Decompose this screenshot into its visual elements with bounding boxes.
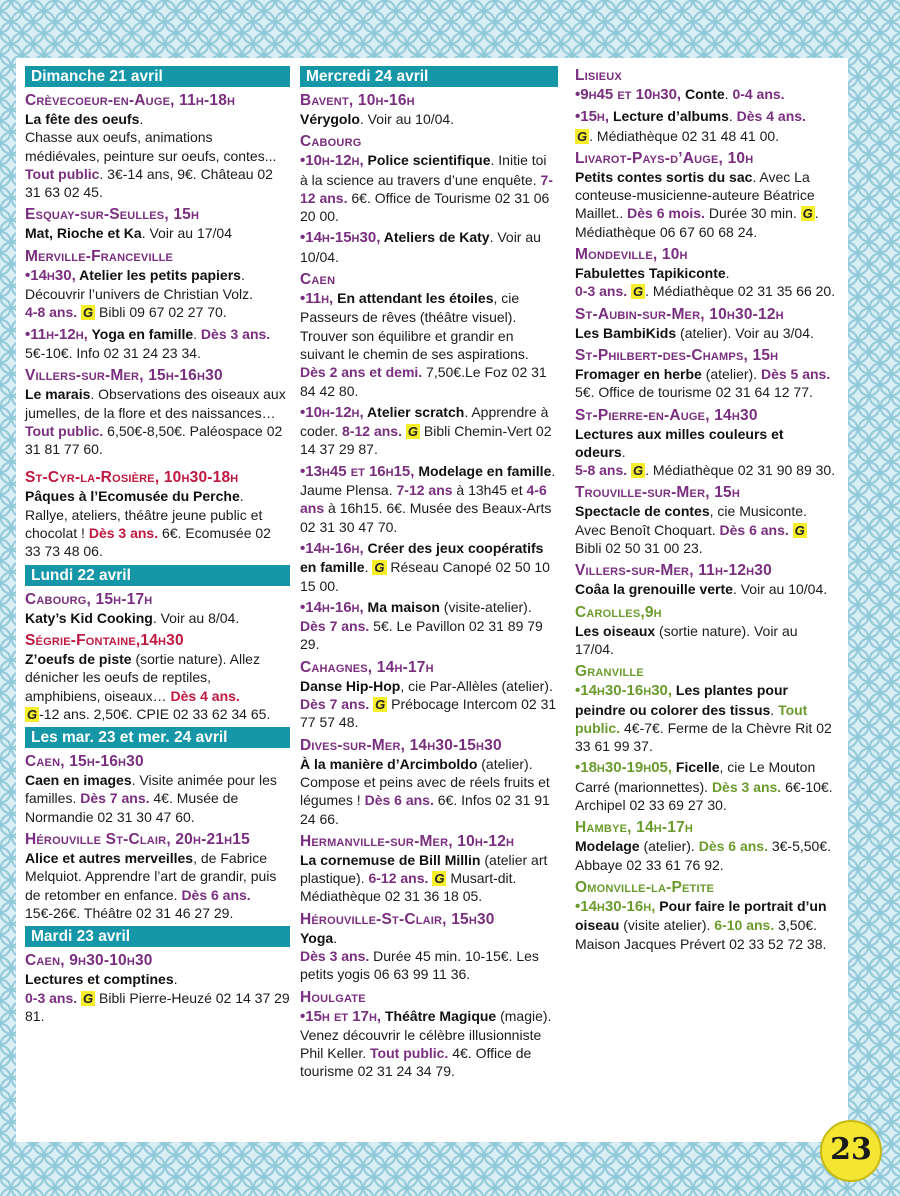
event-location: Granville xyxy=(575,663,644,681)
event-entry: Caen, 9h30-10h30 Lectures et comptines. 0-3 ans. G Bibli Pierre-Heuzé 02 14 37 29 81. xyxy=(25,952,290,1024)
event-age: Tout public. xyxy=(25,422,104,439)
event-info: 4€. Musée de Normandie 02 31 30 47 60. xyxy=(25,790,239,825)
event-title: Fromager en herbe xyxy=(575,365,702,382)
event-title: Yoga xyxy=(300,929,334,946)
event-description: , cie Musiconte. Avec Benoît Choquart. xyxy=(575,503,807,538)
event-description: . Rallye, ateliers, théâtre jeune public et chocolat ! xyxy=(25,488,263,542)
event-title: Mat, Rioche et Ka xyxy=(25,225,142,242)
event-info: 7,50€.Le Foz 02 31 84 42 80. xyxy=(300,364,547,399)
event-entry: Granville •14h30-16h30, Les plantes pour peindre ou colorer des tissus. Tout public. 4€-7€. Ferme de la Chèvre Rit 02 33 61 99 37. •18h30-19h05, Ficelle, cie Le Mouton Carré (marionnettes). Dès 3 ans. 6€-10€. Archipel 02 33 69 27 30. xyxy=(575,662,837,814)
event-age: Tout public xyxy=(25,165,100,182)
event-info: . Voir au 10/04. xyxy=(300,229,541,265)
event-entry xyxy=(300,736,558,828)
event-age: 6-12 ans. xyxy=(368,870,429,887)
event-location: Omonville-la-Petite xyxy=(575,878,715,896)
event-title: Alice et autres merveilles xyxy=(25,850,194,867)
event-entry xyxy=(575,561,837,598)
event-title: Modelage en famille xyxy=(414,462,552,479)
event-title: Vérygolo xyxy=(300,111,360,127)
event-description: . Avec La conteuse-musicienne-auteure Béatrice Maillet.. xyxy=(575,168,815,222)
event-title: Ficelle xyxy=(672,759,720,776)
event-age: 0-4 ans. xyxy=(732,86,785,102)
event-location: Ségrie-Fontaine,14h30 xyxy=(25,631,184,649)
event-description: (visite atelier). xyxy=(619,917,715,934)
event-title: Les BambiKids xyxy=(575,324,677,341)
gratuit-icon: G xyxy=(83,990,94,1006)
event-info: Bibli 02 50 31 00 23. xyxy=(575,540,703,557)
event-title: Les oiseaux xyxy=(575,622,656,639)
event-entry: Caen •11h, En attendant les étoiles, cie Passeurs de rêves (théâtre visuel). Trouver son équilibre et grandir en suivant le chemin de ses aspirations. Dès 2 ans et demi. 7,50€.Le Foz 02 31 84 42 80. •10h-12h, Atelier scratch. Apprendre à coder. 8-12 ans. G Bibli Chemin-Vert 02 14 37 29 87. •13h45 et 16h15, Modelage en famille. Jaume Plensa. 7-12 ans à 13h45 et 4-6 ans à 16h15. 6€. Musée des Beaux-Arts 02 31 30 47 70. •14h-16h, Créer des jeux coopératifs en famille. G Réseau Canopé 02 50 10 15 00. •14h-16h, Ma maison (visite-atelier). Dès 7 ans. 5€. Le Pavillon 02 31 89 79 29. xyxy=(300,270,558,654)
event-title: Atelier scratch xyxy=(363,403,465,420)
event-info: 5€. Office de tourisme 02 31 64 12 77. xyxy=(575,384,813,401)
event-description: Chasse aux oeufs, animations médiévales, peinture sur oeufs, contes... xyxy=(25,129,277,164)
event-time: •9h45 et 10h30, xyxy=(575,86,682,103)
event-info: . Voir au 8/04. xyxy=(152,609,240,626)
event-title: Police scientifique xyxy=(363,152,491,169)
event-info: Prébocage Intercom 02 31 77 57 48. xyxy=(300,696,557,731)
event-time: •10h-12h, xyxy=(300,152,364,170)
gratuit-icon: G xyxy=(633,284,644,300)
event-location: Livarot-Pays-d’Auge, 10h xyxy=(575,149,754,167)
event-age: Dès 7 ans. xyxy=(300,618,370,635)
gratuit-icon: G xyxy=(83,305,94,321)
event-age: Dès 7 ans. xyxy=(300,696,370,713)
event-info: . Médiathèque 02 31 90 89 30. xyxy=(645,462,836,479)
event-description: (atelier). xyxy=(701,365,761,382)
event-description: (atelier). xyxy=(639,838,699,855)
event-time: •14h30, xyxy=(25,266,76,284)
event-title: Fabulettes Tapikiconte xyxy=(575,265,726,282)
gratuit-icon: G xyxy=(794,522,805,538)
event-info: (atelier). Voir au 3/04. xyxy=(676,324,814,341)
event-age: Dès 5 ans. xyxy=(760,365,831,382)
event-entry: St-Pierre-en-Auge, 14h30 Lectures aux milles couleurs et odeurs. 5-8 ans. G . Médiathèque 02 31 90 89 30. xyxy=(575,406,836,479)
event-info: 6€. Office de Tourisme 02 31 06 20 00. xyxy=(300,189,550,225)
event-title: Ateliers de Katy xyxy=(380,229,490,246)
event-time: •14h30-16h30, xyxy=(575,682,673,700)
event-title: La fête des oeufs xyxy=(25,111,140,127)
event-time: •10h-12h, xyxy=(300,403,364,421)
event-title: Z’oeufs de piste xyxy=(25,650,132,667)
event-age: Tout public. xyxy=(575,701,808,736)
event-entry xyxy=(575,483,837,557)
event-age: 7-12 ans xyxy=(396,482,453,499)
event-location: Merville-Franceville xyxy=(25,247,174,265)
event-location: Dives-sur-Mer, 14h30-15h30 xyxy=(300,736,502,754)
event-location: Hambye, 14h-17h xyxy=(575,819,694,837)
event-entry xyxy=(300,988,558,1081)
event-info: Durée 30 min. xyxy=(704,205,801,222)
day-header: Mercredi 24 avril xyxy=(300,66,558,87)
event-title: Lecture d’albums xyxy=(609,108,729,125)
event-info: 4€-7€. Ferme de la Chèvre Rit 02 33 61 99 37. xyxy=(575,719,832,755)
event-title: Katy’s Kid Cooking xyxy=(25,609,153,626)
event-entry xyxy=(300,91,558,128)
event-description: , cie Par-Allèles (atelier). xyxy=(400,677,553,694)
event-time: •15h, xyxy=(575,108,610,126)
event-entry xyxy=(575,878,837,953)
event-age: Dès 4 ans. xyxy=(736,108,806,125)
event-info: 15€-26€. Théâtre 02 31 46 27 29. xyxy=(25,904,234,921)
gratuit-icon: G xyxy=(375,697,386,713)
event-age: 8-12 ans. xyxy=(342,423,402,440)
event-time: •11h-12h, xyxy=(25,325,88,343)
event-info: 6€-10€. Archipel 02 33 69 27 30. xyxy=(575,778,833,814)
event-title: Spectacle de contes xyxy=(575,503,710,520)
event-title: Lectures et comptines xyxy=(25,971,174,988)
event-entry: Crèvecoeur-en-Auge, 11h-18h La fête des oeufs. Chasse aux oeufs, animations médiévales, peinture sur oeufs, contes... Tout public. 3€-14 ans, 9€. Château 02 31 63 02 45. xyxy=(25,91,290,201)
event-location: Carolles,9h xyxy=(575,603,662,621)
event-location: Cahagnes, 14h-17h xyxy=(300,658,434,676)
event-age: Dès 7 ans. xyxy=(80,790,150,807)
event-info: 3,50€. Maison Jacques Prévert 02 33 52 72 38. xyxy=(575,917,827,952)
event-info: (sortie nature). Voir au 17/04. xyxy=(575,622,798,657)
event-entry xyxy=(25,590,290,627)
gratuit-icon: G xyxy=(27,706,38,722)
event-location: Crèvecoeur-en-Auge, 11h-18h xyxy=(25,92,236,109)
event-location: Villers-sur-Mer, 15h-16h30 xyxy=(25,367,223,385)
event-age: Dès 2 ans et demi. xyxy=(300,364,423,381)
event-age: Dès 6 ans. xyxy=(719,521,789,538)
event-title: Théâtre Magique xyxy=(381,1007,497,1024)
event-title: Danse Hip-Hop xyxy=(300,677,401,694)
event-age: 0-3 ans. xyxy=(25,989,78,1006)
event-title: Yoga en famille xyxy=(87,325,194,342)
event-location: Esquay-sur-Seulles, 15h xyxy=(25,206,200,224)
event-info: Réseau Canopé 02 50 10 15 00. xyxy=(300,559,550,594)
event-time: •15h et 17h, xyxy=(300,1007,382,1025)
event-location: St-Aubin-sur-Mer, 10h30-12h xyxy=(575,305,784,323)
event-info: 6,50€-8,50€. Paléospace 02 31 81 77 60. xyxy=(25,422,283,458)
event-age: Dès 3 ans. xyxy=(88,525,159,542)
event-title: Petits contes sortis du sac xyxy=(575,168,753,185)
event-location: Lisieux xyxy=(575,67,622,84)
event-info: . Médiathèque 02 31 48 41 00. xyxy=(589,127,780,144)
event-location: Houlgate xyxy=(300,988,366,1006)
gratuit-icon: G xyxy=(633,463,644,479)
event-entry xyxy=(575,346,837,402)
event-info: . Médiathèque 02 31 35 66 20. xyxy=(645,283,836,300)
event-entry xyxy=(25,631,290,723)
event-title: Atelier les petits papiers xyxy=(75,266,241,283)
event-description: (atelier art plastique). xyxy=(300,851,548,887)
event-location: Cabourg, 15h-17h xyxy=(25,590,153,608)
event-info: 6€. Infos 02 31 91 24 66. xyxy=(300,792,550,827)
event-age: 6-10 ans. xyxy=(714,917,775,934)
day-header: Les mar. 23 et mer. 24 avril xyxy=(25,727,290,748)
event-entry xyxy=(575,305,837,342)
event-location: Hérouville St-Clair, 20h-21h15 xyxy=(25,831,250,849)
event-title: Modelage xyxy=(575,838,640,855)
event-age: Dès 6 ans. xyxy=(698,838,768,855)
event-title: Caen en images xyxy=(25,772,132,789)
event-age: 4-8 ans. xyxy=(25,304,78,321)
event-age: Dès 3 ans. xyxy=(711,778,782,795)
event-description: . Visite animée pour les familles. xyxy=(25,772,277,807)
event-title: Pour faire le portrait d’un oiseau xyxy=(575,897,827,934)
event-info: Bibli Chemin-Vert 02 14 37 29 87. xyxy=(300,423,552,458)
event-time: •14h-15h30, xyxy=(300,229,381,247)
event-entry xyxy=(25,366,290,458)
event-age: 5-8 ans. xyxy=(575,462,628,479)
event-title: Coâa la grenouille verte xyxy=(575,581,733,598)
event-entry: Mondeville, 10h Fabulettes Tapikiconte. 0-3 ans. G . Médiathèque 02 31 35 66 20. xyxy=(575,246,836,300)
event-age: 4-6 ans xyxy=(300,482,547,517)
event-title: Le marais xyxy=(25,386,91,403)
gratuit-icon: G xyxy=(374,560,385,576)
event-location: St-Philbert-des-Champs, 15h xyxy=(575,346,779,364)
event-info: 5€-10€. Info 02 31 24 23 34. xyxy=(25,344,201,361)
event-entry xyxy=(300,658,558,732)
event-title: À la manière d’Arcimboldo xyxy=(300,755,478,772)
event-description: . Observations des oiseaux aux jumelles, de la flore et des naissances… xyxy=(25,386,286,421)
event-description: (magie). Venez découvrir le célèbre illusionniste Phil Keller. xyxy=(300,1007,552,1062)
event-location: Bavent, 10h-16h xyxy=(300,92,415,109)
event-location: Villers-sur-Mer, 11h-12h30 xyxy=(575,562,772,580)
event-age: Dès 6 ans. xyxy=(364,792,434,809)
event-entry xyxy=(300,832,558,906)
event-title: Lectures aux milles couleurs et odeurs xyxy=(575,425,784,460)
column-3 xyxy=(575,66,837,957)
event-time: •11h, xyxy=(300,290,334,308)
gratuit-icon: G xyxy=(577,128,588,144)
event-time: •18h30-19h05, xyxy=(575,759,673,777)
gratuit-icon: G xyxy=(434,871,445,887)
event-info: Bibli Pierre-Heuzé 02 14 37 29 81. xyxy=(25,989,290,1024)
event-info: 5€. Le Pavillon 02 31 89 79 29. xyxy=(300,618,543,653)
event-info: Musart-dit. Médiathèque 02 31 36 18 05. xyxy=(300,870,517,905)
event-location: St-Pierre-en-Auge, 14h30 xyxy=(575,406,758,424)
event-time: •13h45 et 16h15, xyxy=(300,462,415,480)
event-entry xyxy=(25,752,290,826)
agenda-page xyxy=(16,58,848,1142)
event-time: •14h30-16h, xyxy=(575,897,656,915)
event-entry: Livarot-Pays-d’Auge, 10h Petits contes sortis du sac. Avec La conteuse-musicienne-auteure Béatrice Maillet.. Dès 6 mois. Durée 30 min. G . Médiathèque 06 67 60 68 24. xyxy=(575,149,837,241)
event-description: (atelier). Compose et peins avec de réels fruits et légumes ! xyxy=(300,755,550,809)
column-1 xyxy=(25,66,290,1029)
event-entry xyxy=(25,830,290,922)
event-info: Durée 45 min. 10-15€. Les petits yogis 06 63 99 11 36. xyxy=(300,947,539,983)
event-age: Dès 3 ans. xyxy=(300,947,370,964)
event-age: Dès 6 ans. xyxy=(181,886,251,903)
event-entry xyxy=(25,205,290,242)
event-info: . Voir au 17/04 xyxy=(141,225,232,242)
event-entry: Merville-Franceville •14h30, Atelier les petits papiers. Découvrir l’univers de Christian Volz. 4-8 ans. G Bibli 09 67 02 27 70. •11h-12h, Yoga en famille. Dès 3 ans. 5€-10€. Info 02 31 24 23 34. xyxy=(25,247,290,362)
event-info: Bibli 09 67 02 27 70. xyxy=(95,304,227,321)
event-entry xyxy=(575,603,837,659)
event-age: 0-3 ans. xyxy=(575,283,628,300)
event-entry: Cabourg •10h-12h, Police scientifique. Initie toi à la science au travers d’une enquête. 7-12 ans. 6€. Office de Tourisme 02 31 06 20 00. •14h-15h30, Ateliers de Katy. Voir au 10/04. xyxy=(300,132,558,266)
event-info: -12 ans. 2,50€. CPIE 02 33 62 34 65. xyxy=(39,705,271,722)
event-title: En attendant les étoiles xyxy=(333,290,494,307)
event-location: Trouville-sur-Mer, 15h xyxy=(575,484,741,502)
event-location: Mondeville, 10h xyxy=(575,246,688,264)
event-title: La cornemuse de Bill Millin xyxy=(300,851,481,868)
day-header: Dimanche 21 avril xyxy=(25,66,290,87)
event-info: . Voir au 10/04. xyxy=(732,581,828,598)
event-time: •14h-16h, xyxy=(300,539,364,557)
event-title: Conte xyxy=(681,86,725,102)
page-number: 23 xyxy=(820,1120,882,1182)
column-2 xyxy=(300,66,558,1085)
event-info: 4€. Office de tourisme 02 31 24 34 79. xyxy=(300,1045,532,1080)
event-info: 3€-5,50€. Abbaye 02 33 61 76 92. xyxy=(575,838,832,873)
event-age: Dès 4 ans. xyxy=(170,687,240,704)
event-location: Hérouville-St-Clair, 15h30 xyxy=(300,910,495,928)
day-header: Mardi 23 avril xyxy=(25,926,290,947)
event-location: Cabourg xyxy=(300,133,362,151)
event-age: Dès 6 mois. xyxy=(627,205,705,222)
event-info: 6€. Ecomusée 02 33 73 48 06. xyxy=(25,525,271,560)
event-description: (sortie nature). Allez dénicher les oeufs de reptiles, amphibiens, oiseaux… xyxy=(25,650,260,704)
day-header: Lundi 22 avril xyxy=(25,565,290,586)
event-age: Dès 3 ans. xyxy=(200,325,271,342)
gratuit-icon: G xyxy=(407,424,418,440)
event-info: . Voir au 10/04. xyxy=(359,111,455,127)
event-location: Caen xyxy=(300,271,336,289)
event-location: St-Cyr-la-Rosière, 10h30-18h xyxy=(25,469,239,487)
event-description: , de Fabrice Melquiot. Apprendre l’art de grandir, puis de retomber en enfance. xyxy=(25,850,277,903)
event-age: Tout public. xyxy=(370,1045,449,1062)
event-title: Ma maison xyxy=(363,598,440,615)
event-title: Les plantes pour peindre ou colorer des tissus xyxy=(575,682,788,718)
event-location: Hermanville-sur-Mer, 10h-12h xyxy=(300,832,515,850)
gratuit-icon: G xyxy=(802,206,813,222)
event-entry xyxy=(25,468,290,560)
event-age: 7-12 ans. xyxy=(300,171,553,206)
event-title: Créer des jeux coopératifs en famille xyxy=(300,539,544,576)
event-info: . 3€-14 ans, 9€. Château 02 31 63 02 45. xyxy=(25,165,273,201)
event-location: Caen, 9h30-10h30 xyxy=(25,952,153,970)
event-entry: Lisieux •9h45 et 10h30, Conte. 0-4 ans. •15h, Lecture d’albums. Dès 4 ans. G . Médiathèque 02 31 48 41 00. xyxy=(575,66,837,145)
event-entry: Hérouville-St-Clair, 15h30 Yoga. Dès 3 ans. Durée 45 min. 10-15€. Les petits yogis 06 63 99 11 36. xyxy=(300,910,558,984)
event-info: à 16h15. 6€. Musée des Beaux-Arts 02 31 30 47 70. xyxy=(300,500,552,535)
event-title: Pâques à l’Ecomusée du Perche xyxy=(25,488,240,505)
event-time: •14h-16h, xyxy=(300,598,364,616)
event-location: Caen, 15h-16h30 xyxy=(25,753,144,771)
event-entry xyxy=(575,818,837,874)
